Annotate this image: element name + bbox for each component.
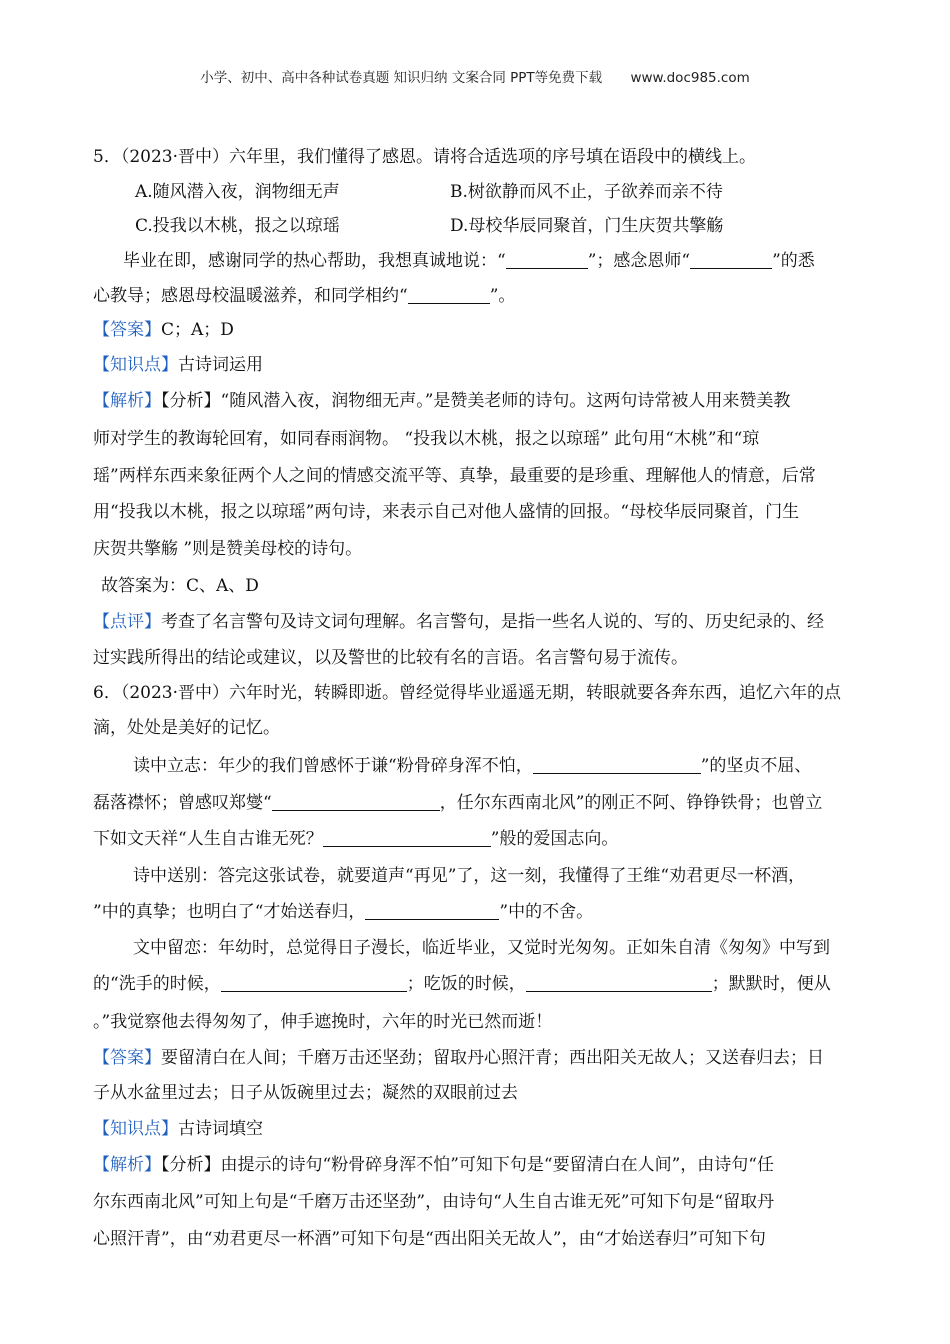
comment-text: 考查了名言警句及诗文词句理解。名言警句，是指一些名人说的、写的、历史纪录的、经	[161, 612, 824, 632]
q6-read-line2	[93, 791, 822, 815]
answer-blank[interactable]	[690, 251, 772, 269]
q5-knowledge	[93, 353, 263, 377]
page-header	[0, 66, 950, 86]
q5-option-b: B.树欲静而风不止，子欲养而亲不待	[450, 182, 723, 202]
q6-answer-line	[93, 1046, 824, 1070]
answer-text: C；A；D	[161, 320, 234, 340]
answer-blank[interactable]	[526, 974, 712, 992]
q6-knowledge	[93, 1117, 263, 1141]
q5-analysis-line	[93, 389, 790, 413]
q5-option-d: D.母校华辰同聚首，门生庆贺共擎觞	[450, 216, 724, 236]
q5-analysis-line: 用“投我以木桃，报之以琼瑶”两句诗，来表示自己对他人盛情的回报。“母校华辰同聚首，门生	[93, 502, 800, 522]
q6-read-line1	[133, 754, 811, 778]
answer-blank[interactable]	[533, 756, 701, 774]
q6-text: ；吃饭的时候，	[406, 974, 526, 994]
knowledge-label: 【知识点】	[93, 355, 178, 375]
q5-passage-line1	[123, 249, 815, 273]
q6-stay-line2	[93, 972, 831, 996]
q5-conclusion: 故答案为：C、A、D	[101, 576, 259, 596]
q5-option-a: A.随风潜入夜，润物细无声	[135, 182, 340, 202]
q5-analysis-line: 庆贺共擎觞 ”则是赞美母校的诗句。	[93, 539, 363, 559]
q5-passage-text: ”；感念恩师“	[587, 251, 691, 271]
answer-blank[interactable]	[506, 251, 588, 269]
header-site[interactable]: www.doc985.com	[630, 70, 750, 86]
q6-text: 读中立志：年少的我们曾感怀于谦“粉骨碎身浑不怕，	[133, 756, 533, 776]
q5-passage-text: ”的悉	[772, 251, 815, 271]
answer-label: 【答案】	[93, 320, 161, 340]
q6-text: ，任尔东西南北风”的刚正不阿、铮铮铁骨；也曾立	[439, 793, 823, 813]
q6-stem: 6．（2023·晋中）六年时光，转瞬即逝。曾经觉得毕业遥遥无期，转眼就要各奔东西，追忆六年的点	[93, 683, 841, 703]
q6-analysis-line	[93, 1153, 774, 1177]
q5-comment-line: 过实践所得出的结论或建议，以及警世的比较有名的言语。名言警句易于流传。	[93, 648, 688, 668]
q5-answer	[93, 318, 234, 342]
q5-analysis-line: 师对学生的教诲轮回宥，如同春雨润物。 “投我以木桃，报之以琼瑶” 此句用“木桃”和“琼	[93, 429, 760, 449]
q5-analysis-line: 瑶”两样东西来象征两个人之间的情感交流平等、真挚，最重要的是珍重、理解他人的情意，后常	[93, 466, 816, 486]
q6-text: ”中的真挚；也明白了“才始送春归，	[93, 902, 366, 922]
analysis-text: 【分析】“随风潜入夜，润物细无声。”是赞美老师的诗句。这两句诗常被人用来赞美教	[161, 391, 791, 411]
answer-text: 要留清白在人间；千磨万击还坚劲；留取丹心照汗青；西出阳关无故人；又送春归去；日	[161, 1048, 824, 1068]
q6-read-line3	[93, 827, 618, 851]
answer-blank[interactable]	[323, 829, 491, 847]
analysis-label: 【解析】	[93, 391, 161, 411]
answer-blank[interactable]	[408, 286, 490, 304]
analysis-label: 【解析】	[93, 1155, 161, 1175]
answer-label: 【答案】	[93, 1048, 161, 1068]
analysis-text: 【分析】由提示的诗句“粉骨碎身浑不怕”可知下句是“要留清白在人间”，由诗句“任	[161, 1155, 774, 1175]
knowledge-label: 【知识点】	[93, 1119, 178, 1139]
q6-answer-line: 子从水盆里过去；日子从饭碗里过去；凝然的双眼前过去	[93, 1083, 518, 1103]
q6-text: ”般的爱国志向。	[490, 829, 619, 849]
answer-blank[interactable]	[365, 902, 499, 920]
q5-passage-line2	[93, 284, 515, 308]
q5-passage-text: ”。	[489, 286, 516, 306]
answer-blank[interactable]	[221, 974, 407, 992]
knowledge-text: 古诗词运用	[178, 355, 263, 375]
q6-analysis-line: 心照汗青”，由“劝君更尽一杯酒”可知下句是“西出阳关无故人”，由“才始送春归”可知下句	[93, 1229, 766, 1249]
q5-passage-text: 毕业在即，感谢同学的热心帮助，我想真诚地说：“	[123, 251, 506, 271]
q5-passage-text: 心教导；感恩母校温暖滋养，和同学相约“	[93, 286, 408, 306]
q5-comment-line	[93, 610, 824, 634]
q6-text: 磊落襟怀；曾感叹郑燮“	[93, 793, 272, 813]
q6-stay-line1: 文中留恋：年幼时，总觉得日子漫长，临近毕业，又觉时光匆匆。正如朱自清《匆匆》中写到	[133, 938, 830, 958]
q5-option-c: C.投我以木桃，报之以琼瑶	[135, 216, 340, 236]
comment-label: 【点评】	[93, 612, 161, 632]
q6-farewell-line1: 诗中送别：答完这张试卷，就要道声“再见”了，这一刻，我懂得了王维“劝君更尽一杯酒，	[133, 866, 806, 886]
q6-text: ”的坚贞不屈、	[700, 756, 812, 776]
q6-farewell-line2	[93, 900, 593, 924]
knowledge-text: 古诗词填空	[178, 1119, 263, 1139]
q6-text: ；默默时，便从	[711, 974, 831, 994]
answer-blank[interactable]	[272, 793, 440, 811]
q6-stem: 滴，处处是美好的记忆。	[93, 718, 280, 738]
q6-text: 下如文天祥“人生自古谁无死？	[93, 829, 323, 849]
header-text: 小学、初中、高中各种试卷真题 知识归纳 文案合同 PPT等免费下载	[200, 70, 603, 86]
q6-stay-line3: 。”我觉察他去得匆匆了，伸手遮挽时，六年的时光已然而逝！	[93, 1012, 553, 1032]
q6-text: 的“洗手的时候，	[93, 974, 221, 994]
q6-analysis-line: 尔东西南北风”可知上句是“千磨万击还坚劲”，由诗句“人生自古谁无死”可知下句是“留取丹	[93, 1192, 775, 1212]
q5-stem: 5．（2023·晋中）六年里，我们懂得了感恩。请将合适选项的序号填在语段中的横线上。	[93, 147, 756, 167]
q6-text: ”中的不舍。	[499, 902, 594, 922]
